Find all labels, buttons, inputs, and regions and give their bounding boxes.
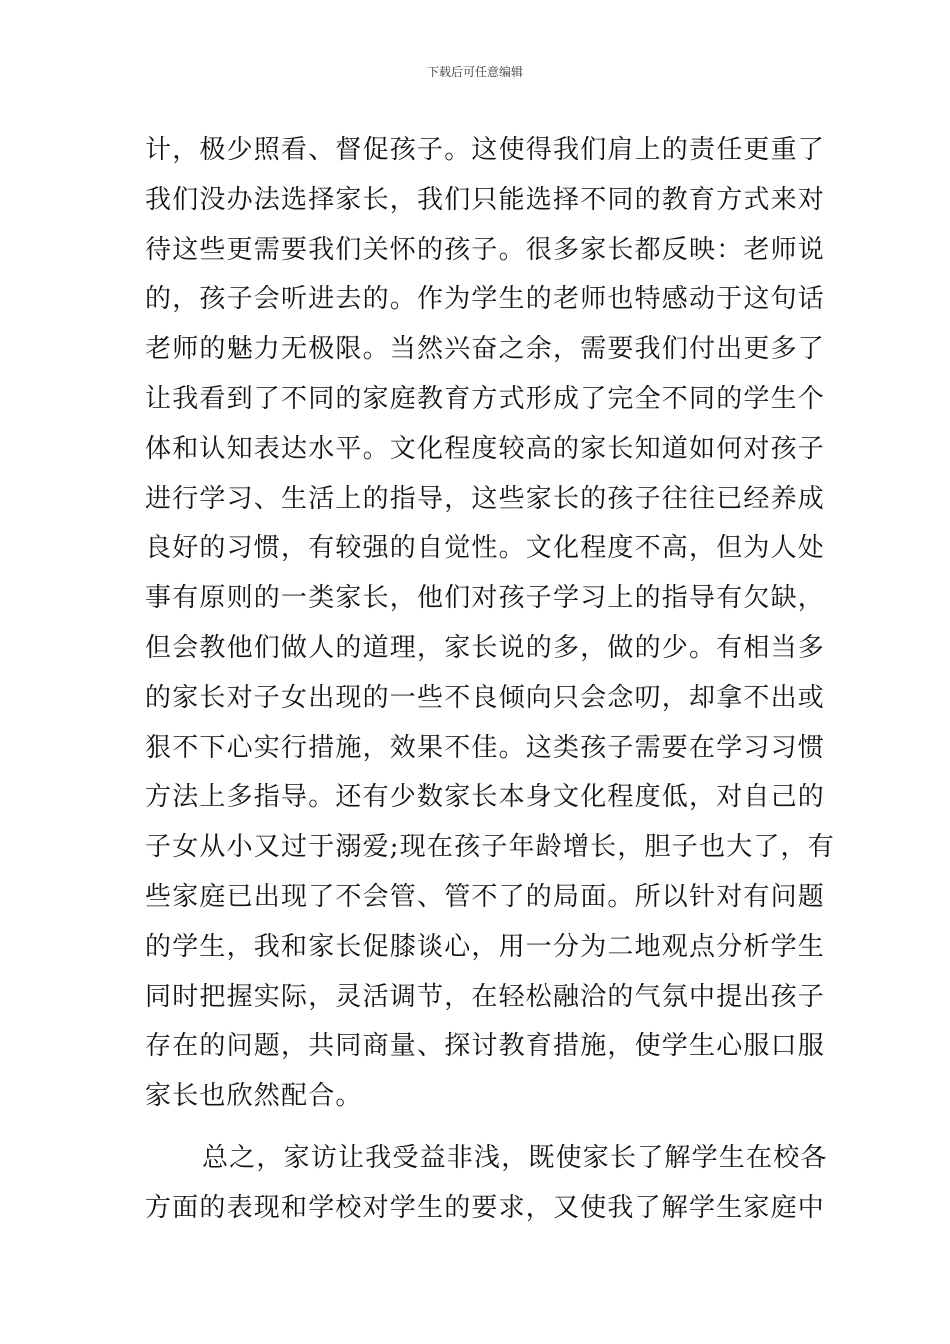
- text-line: 同时把握实际，灵活调节，在轻松融洽的气氛中提出孩子: [145, 981, 826, 1012]
- text-line: 些家庭已出现了不会管、管不了的局面。所以针对有问题: [145, 881, 826, 912]
- text-line: 事有原则的一类家长，他们对孩子学习上的指导有欠缺，: [145, 583, 826, 614]
- text-line: 计，极少照看、督促孩子。这使得我们肩上的责任更重了: [145, 135, 826, 165]
- paragraph-spacer: [145, 1122, 845, 1134]
- text-line: 总之，家访让我受益非浅，既使家长了解学生在校各: [202, 1142, 828, 1173]
- page-header: 下载后可任意编辑: [426, 65, 523, 79]
- text-line: 方法上多指导。还有少数家长本身文化程度低，对自己的: [145, 782, 826, 813]
- text-line: 待这些更需要我们关怀的孩子。很多家长都反映：老师说: [145, 234, 826, 265]
- paragraph: [145, 1134, 845, 1234]
- text-line: 的家长对子女出现的一些不良倾向只会念叨，却拿不出或: [145, 682, 826, 713]
- text-line: 良好的习惯，有较强的自觉性。文化程度不高，但为人处: [145, 533, 826, 564]
- paragraph: [145, 126, 845, 1122]
- text-line: 我们没办法选择家长，我们只能选择不同的教育方式来对: [145, 184, 826, 215]
- text-line: 家长也欣然配合。: [145, 1081, 363, 1112]
- text-line: 让我看到了不同的家庭教育方式形成了完全不同的学生个: [145, 383, 826, 414]
- text-line: 进行学习、生活上的指导，这些家长的孩子往往已经养成: [145, 483, 826, 514]
- text-line: 狠不下心实行措施，效果不佳。这类孩子需要在学习习惯: [145, 732, 826, 763]
- text-line: 方面的表现和学校对学生的要求，又使我了解学生家庭中: [145, 1192, 826, 1223]
- text-line: 存在的问题，共同商量、探讨教育措施，使学生心服口服: [145, 1031, 826, 1062]
- text-line: 的学生，我和家长促膝谈心，用一分为二地观点分析学生: [145, 931, 826, 962]
- text-line: 体和认知表达水平。文化程度较高的家长知道如何对孩子: [145, 433, 826, 464]
- text-line: 的，孩子会听进去的。作为学生的老师也特感动于这句话: [145, 284, 826, 315]
- text-line: 但会教他们做人的道理，家长说的多，做的少。有相当多: [145, 632, 826, 663]
- text-line: 子女从小又过于溺爱;现在孩子年龄增长，胆子也大了，有: [145, 832, 835, 863]
- document-body: [145, 126, 845, 1234]
- text-line: 老师的魅力无极限。当然兴奋之余，需要我们付出更多了: [145, 334, 826, 365]
